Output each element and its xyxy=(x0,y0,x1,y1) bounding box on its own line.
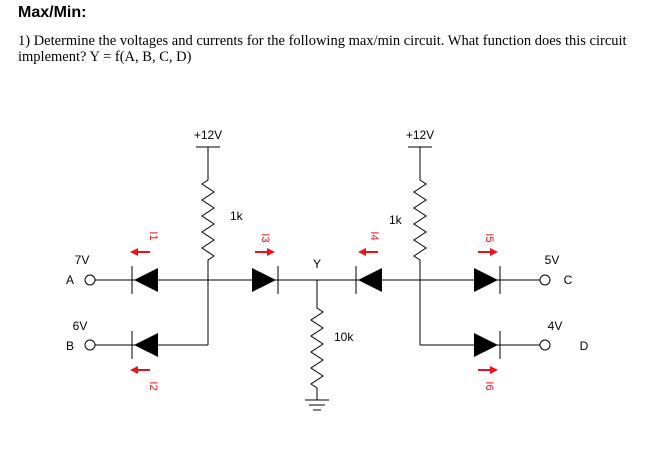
resistor-bottom-10k xyxy=(311,280,323,400)
resistor-bottom-label: 10k xyxy=(334,330,354,344)
terminal-a xyxy=(85,275,95,285)
resistor-left-1k xyxy=(202,147,214,280)
terminal-b xyxy=(85,340,95,350)
current-i1-arrow xyxy=(130,248,150,256)
current-i3-arrow xyxy=(255,248,275,256)
terminal-c xyxy=(540,275,550,285)
diode-d6 xyxy=(474,331,500,359)
page-title: Max/Min: xyxy=(18,4,87,21)
input-b-voltage: 6V xyxy=(72,319,88,333)
supply-left-label: +12V xyxy=(193,128,223,142)
terminal-d xyxy=(540,340,550,350)
input-b-label: B xyxy=(65,339,75,353)
current-i2-label: I2 xyxy=(147,381,159,391)
diode-d4 xyxy=(356,266,382,294)
current-i5-arrow xyxy=(478,248,498,256)
input-d-voltage: 4V xyxy=(547,319,563,333)
input-d-label: D xyxy=(579,339,589,353)
resistor-right-1k xyxy=(414,147,426,280)
input-c-voltage: 5V xyxy=(544,253,560,267)
current-i3-label: I3 xyxy=(259,233,271,243)
current-i2-arrow xyxy=(130,366,150,374)
diode-d2 xyxy=(132,331,158,359)
diode-d1 xyxy=(132,266,158,294)
ground-icon xyxy=(305,400,329,410)
input-a-label: A xyxy=(65,273,75,287)
current-i4-arrow xyxy=(358,248,378,256)
current-i5-label: I5 xyxy=(483,233,495,243)
diode-d3 xyxy=(252,266,278,294)
resistor-left-label: 1k xyxy=(230,209,243,223)
current-i6-arrow xyxy=(478,366,498,374)
current-i6-label: I6 xyxy=(483,381,495,391)
input-a-voltage: 7V xyxy=(74,253,90,267)
current-i4-label: I4 xyxy=(368,231,380,241)
question-text: 1) Determine the voltages and currents for the following max/min circuit. What function does this circuit implement? Y = f(A, B, C, D) xyxy=(18,33,627,65)
resistor-right-label: 1k xyxy=(389,213,402,227)
diode-d5 xyxy=(474,266,500,294)
node-y-label: Y xyxy=(312,257,322,271)
current-i1-label: I1 xyxy=(147,231,159,241)
input-c-label: C xyxy=(563,273,573,287)
supply-right-label: +12V xyxy=(405,128,435,142)
